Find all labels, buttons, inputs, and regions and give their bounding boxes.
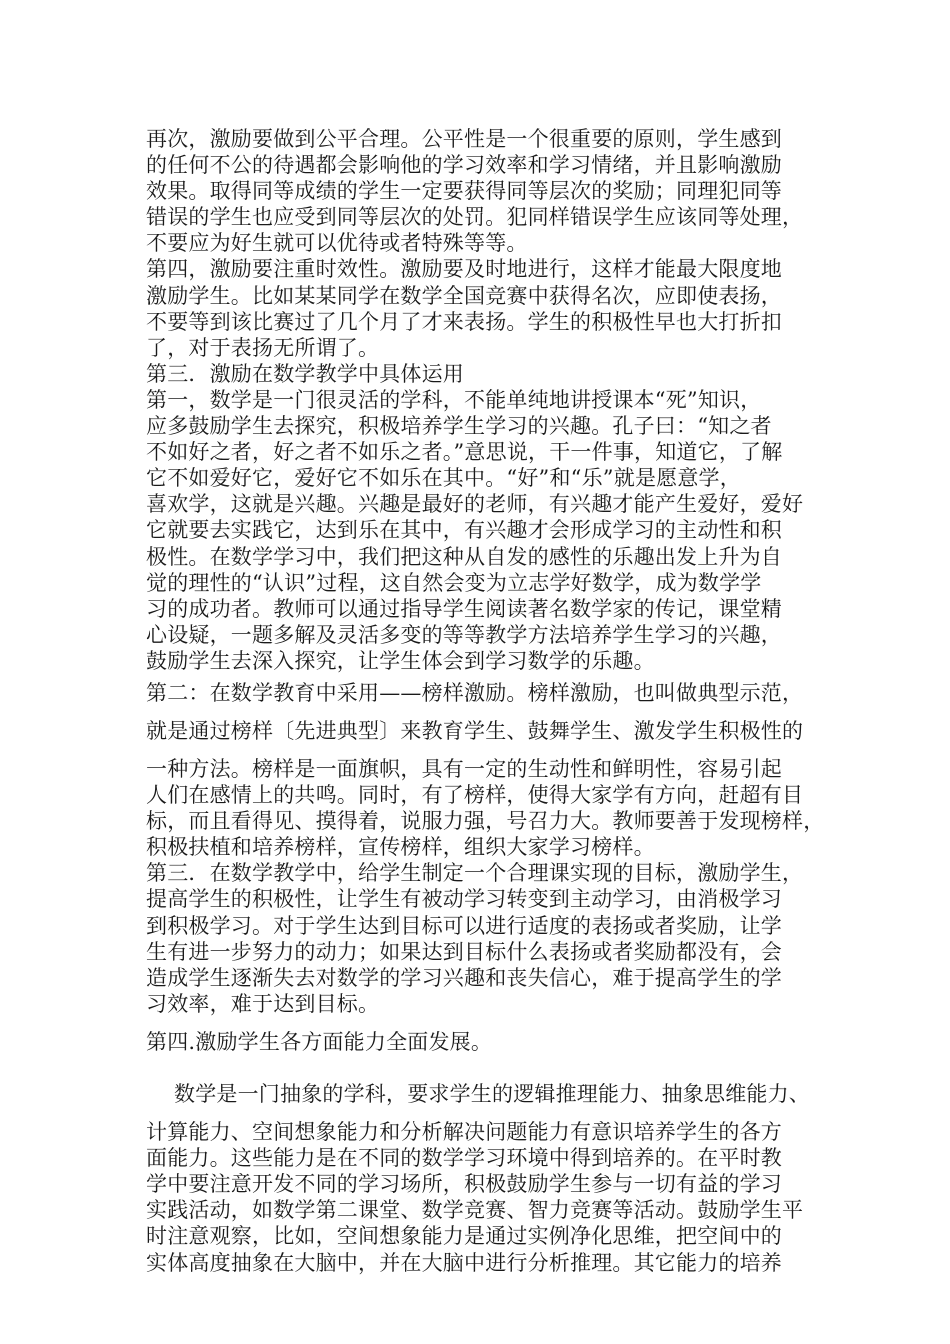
text-line: 再次，激励要做到公平合理。公平性是一个很重要的原则，学生感到: [146, 127, 782, 151]
text-line: 到积极学习。对于学生达到目标可以进行适度的表扬或者奖励，让学: [146, 913, 782, 938]
text-line: 时注意观察，比如，空间想象能力是通过实例净化思维，把空间中的: [146, 1224, 782, 1249]
section-heading-application: [146, 361, 816, 387]
text-line: 应多鼓励学生去探究，积极培养学生学习的兴趣。孔子曰：“知之者: [146, 414, 772, 439]
text-line: 鼓励学生去深入探究，让学生体会到学习数学的乐趣。: [146, 648, 655, 673]
paragraph-interest: [146, 387, 816, 674]
text-line: 喜欢学，这就是兴趣。兴趣是最好的老师，有兴趣才能产生爱好，爱好: [146, 492, 804, 517]
text-line: 了，对于表扬无所谓了。: [146, 335, 380, 360]
text-line: 不如好之者，好之者不如乐之者。”意思说，干一件事，知道它，了解: [146, 440, 783, 465]
text-line: 计算能力、空间想象能力和分析解决问题能力有意识培养学生的各方: [146, 1120, 782, 1145]
text-line: 不要等到该比赛过了几个月了才来表扬。学生的积极性早也大打折扣: [146, 309, 782, 334]
paragraph-fairness: [146, 126, 816, 256]
paragraph-role-model-body: [146, 756, 825, 860]
text-line: 积极扶植和培养榜样，宣传榜样，组织大家学习榜样。: [146, 835, 655, 860]
text-line: 就是通过榜样〔先进典型〕来教育学生、鼓舞学生、激发学生积极性的: [146, 718, 804, 743]
text-line: 第三．在数学教学中，给学生制定一个合理课实现的目标，激励学生，: [146, 861, 804, 886]
text-line: 第四.激励学生各方面能力全面发展。: [146, 1029, 493, 1054]
text-line: 它不如爱好它，爱好它不如乐在其中。“好”和“乐”就是愿意学，: [146, 466, 741, 491]
text-line: 标，而且看得见、摸得着，说服力强，号召力大。教师要善于发现榜样，: [146, 809, 825, 834]
paragraph-role-model-definition: [146, 712, 816, 750]
text-line: 第四，激励要注重时效性。激励要及时地进行，这样才能最大限度地: [146, 257, 782, 282]
text-line: 习的成功者。教师可以通过指导学生阅读著名数学家的传记，课堂精: [146, 596, 782, 621]
text-line: 第二：在数学教育中采用——榜样激励。榜样激励，也叫做典型示范，: [146, 680, 804, 705]
document-body: [146, 126, 825, 1276]
paragraph-goals: [146, 860, 816, 1017]
text-line: 提高学生的积极性，让学生有被动学习转变到主动学习，由消极学习: [146, 887, 782, 912]
text-line: 实体高度抽象在大脑中，并在大脑中进行分析推理。其它能力的培养: [146, 1250, 782, 1275]
text-line: 造成学生逐渐失去对数学的学习兴趣和丧失信心，难于提高学生的学: [146, 965, 782, 990]
text-line: 生有进一步努力的动力；如果达到目标什么表扬或者奖励都没有，会: [146, 939, 782, 964]
text-line: 数学是一门抽象的学科，要求学生的逻辑推理能力、抽象思维能力、: [174, 1082, 810, 1106]
text-line: 觉的理性的“认识”过程，这自然会变为立志学好数学，成为数学学: [146, 570, 762, 595]
text-line: 第三．激励在数学教学中具体运用: [146, 361, 464, 386]
paragraph-abilities-intro: [146, 1081, 816, 1107]
text-line: 习效率，难于达到目标。: [146, 991, 380, 1016]
text-line: 学中要注意开发不同的学习场所，积极鼓励学生参与一切有益的学习: [146, 1172, 782, 1197]
text-line: 面能力。这些能力是在不同的数学学习环境中得到培养的。在平时教: [146, 1146, 782, 1171]
text-line: 激励学生。比如某某同学在数学全国竞赛中获得名次，应即使表扬，: [146, 283, 782, 308]
text-line: 心设疑，一题多解及灵活多变的等等教学方法培养学生学习的兴趣，: [146, 622, 782, 647]
text-line: 错误的学生也应受到同等层次的处罚。犯同样错误学生应该同等处理，: [146, 205, 804, 230]
text-line: 人们在感情上的共鸣。同时，有了榜样，使得大家学有方向，赶超有目: [146, 783, 804, 808]
section-heading-abilities: [146, 1029, 816, 1055]
paragraph-timeliness: [146, 256, 816, 360]
text-line: 不要应为好生就可以优待或者特殊等等。: [146, 231, 528, 256]
paragraph-role-model-intro: [146, 674, 816, 712]
text-line: 一种方法。榜样是一面旗帜，具有一定的生动性和鲜明性，容易引起: [146, 756, 782, 781]
paragraph-abilities-body: [146, 1119, 816, 1276]
text-line: 第一，数学是一门很灵活的学科，不能单纯地讲授课本“死”知识，: [146, 387, 762, 412]
text-line: 效果。取得同等成绩的学生一定要获得同等层次的奖励；同理犯同等: [146, 179, 782, 204]
text-line: 它就要去实践它，达到乐在其中，有兴趣才会形成学习的主动性和积: [146, 518, 782, 543]
text-line: 极性。在数学学习中，我们把这种从自发的感性的乐趣出发上升为自: [146, 544, 782, 569]
text-line: 的任何不公的待遇都会影响他的学习效率和学习情绪，并且影响激励: [146, 153, 782, 178]
text-line: 实践活动，如数学第二课堂、数学竞赛、智力竞赛等活动。鼓励学生平: [146, 1198, 804, 1223]
